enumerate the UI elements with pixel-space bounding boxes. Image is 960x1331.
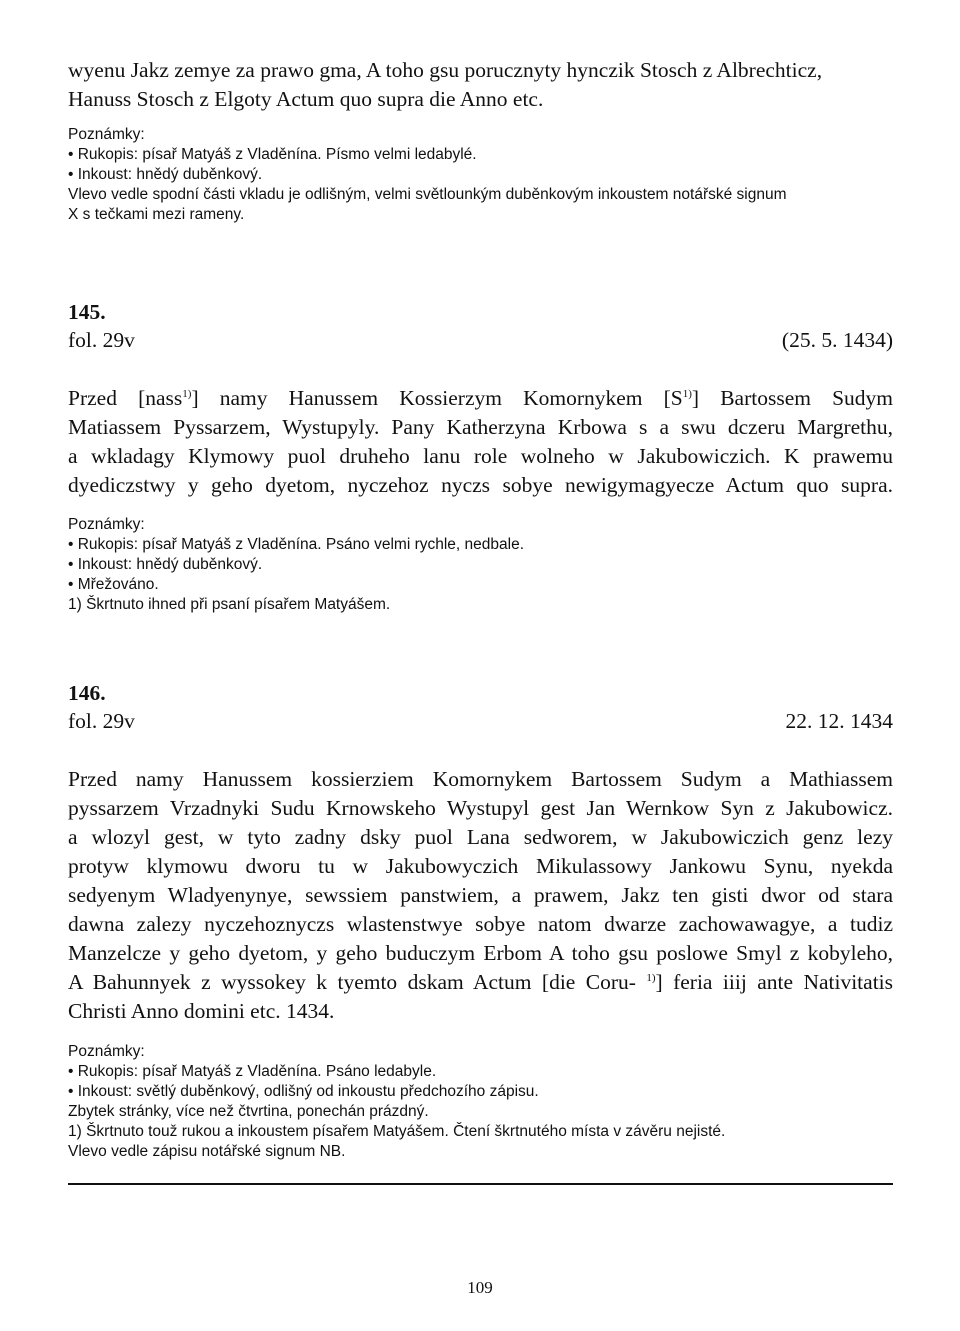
text-line: Matiassem Pyssarzem, Wystupyly. Pany Katherzyna Krbowa s a swu dczeru Margrethu, (68, 415, 893, 439)
entry-146-notes (68, 1042, 893, 1162)
text-line: dawna zalezy nyczehoznyczs wlastenstwye sobye natom dwarze zachowawagye, a tudiz (68, 912, 893, 936)
entry-145-text (68, 384, 893, 500)
footnote-ref: 1) (646, 971, 656, 984)
note-line: 1) Škrtnuto ihned při psaní písařem Matyášem. (68, 596, 391, 613)
text-line: a wlozyl gest, w tyto zadny dsky puol Lana sedworem, w Jakubowiczich genz lezy (68, 825, 893, 849)
text-line: sedyenym Wladyenynye, sewssiem panstwiem, a prawem, Jakz ten gisti dwor od stara (68, 883, 893, 907)
entry-145-notes (68, 515, 893, 615)
note-line: X s tečkami mezi rameny. (68, 206, 245, 223)
notes-heading: Poznámky: (68, 1043, 145, 1060)
entry-number: 145. (68, 300, 106, 324)
note-line: • Inkoust: světlý duběnkový, odlišný od inkoustu předchozího zápisu. (68, 1083, 539, 1100)
text-line: a wkladagy Klymowy puol druheho lanu role wolneho w Jakubowiczich. K prawemu (68, 444, 893, 468)
notes-heading: Poznámky: (68, 126, 145, 143)
text-line: wyenu Jakz zemye za prawo gma, A toho gsu porucznyty hynczik Stosch z Albrechticz, (68, 58, 823, 82)
note-line: Vlevo vedle zápisu notářské signum NB. (68, 1143, 346, 1160)
note-line: 1) Škrtnuto touž rukou a inkoustem písařem Matyášem. Čtení škrtnutého místa v závěru nejisté. (68, 1123, 726, 1140)
folio-row (68, 707, 893, 736)
text-line: Hanuss Stosch z Elgoty Actum quo supra die Anno etc. (68, 87, 544, 111)
note-line: • Rukopis: písař Matyáš z Vladěnína. Psáno ledabyle. (68, 1063, 437, 1080)
footer-rule (68, 1183, 893, 1185)
entry-number: 146. (68, 681, 106, 705)
entry-date: 22. 12. 1434 (785, 709, 893, 733)
text-line: pyssarzem Vrzadnyki Sudu Krnowskeho Wystupyl gest Jan Wernkow Syn z Jakubowicz. (68, 796, 893, 820)
intro-notes (68, 125, 893, 225)
text-line: Manzelcze y geho dyetom, y geho buduczym Erbom A toho gsu poslowe Smyl z kobyleho, (68, 941, 893, 965)
note-line: • Inkoust: hnědý duběnkový. (68, 166, 263, 183)
folio-label: fol. 29v (68, 709, 135, 733)
entry-146-text (68, 765, 893, 1026)
text-line: Przed namy Hanussem kossierziem Komornykem Bartossem Sudym a Mathiassem (68, 767, 893, 791)
text-line: dyediczstwy y geho dyetom, nyczehoz nyczs sobye newigymagyecze Actum quo supra. (68, 473, 893, 497)
text-line: protyw klymowu dworu tu w Jakubowyczich Mikulassowy Jankowu Synu, nyekda (68, 854, 893, 878)
entry-date: (25. 5. 1434) (781, 328, 893, 352)
notes-heading: Poznámky: (68, 516, 145, 533)
folio-row (68, 326, 893, 355)
note-line: • Rukopis: písař Matyáš z Vladěnína. Písmo velmi ledabylé. (68, 146, 477, 163)
folio-label: fol. 29v (68, 328, 135, 352)
text-line: A Bahunnyek z wyssokey k tyemto dskam Actum [die Coru- $^{1)}$] feria iiij ante Nativitatis (68, 970, 894, 994)
text-line: Przed [nass$^{1)}$] namy Hanussem Kossierzym Komornykem $[S^{1)}]$ Bartossem Sudym (68, 386, 894, 410)
page-number: 109 (467, 1278, 493, 1297)
note-line: Vlevo vedle spodní části vkladu je odlišným, velmi světlounkým duběnkovým inkoustem notářské signum (68, 186, 787, 203)
note-line: • Inkoust: hnědý duběnkový. (68, 556, 263, 573)
footnote-ref: 1) (182, 387, 192, 400)
text-line: Christi Anno domini etc. 1434. (68, 999, 335, 1023)
note-line: • Rukopis: písař Matyáš z Vladěnína. Psáno velmi rychle, nedbale. (68, 536, 525, 553)
note-line: • Mřežováno. (68, 576, 159, 593)
intro-text (68, 56, 893, 114)
note-line: Zbytek stránky, více než čtvrtina, ponechán prázdný. (68, 1103, 429, 1120)
footnote-ref: 1) (682, 387, 692, 400)
